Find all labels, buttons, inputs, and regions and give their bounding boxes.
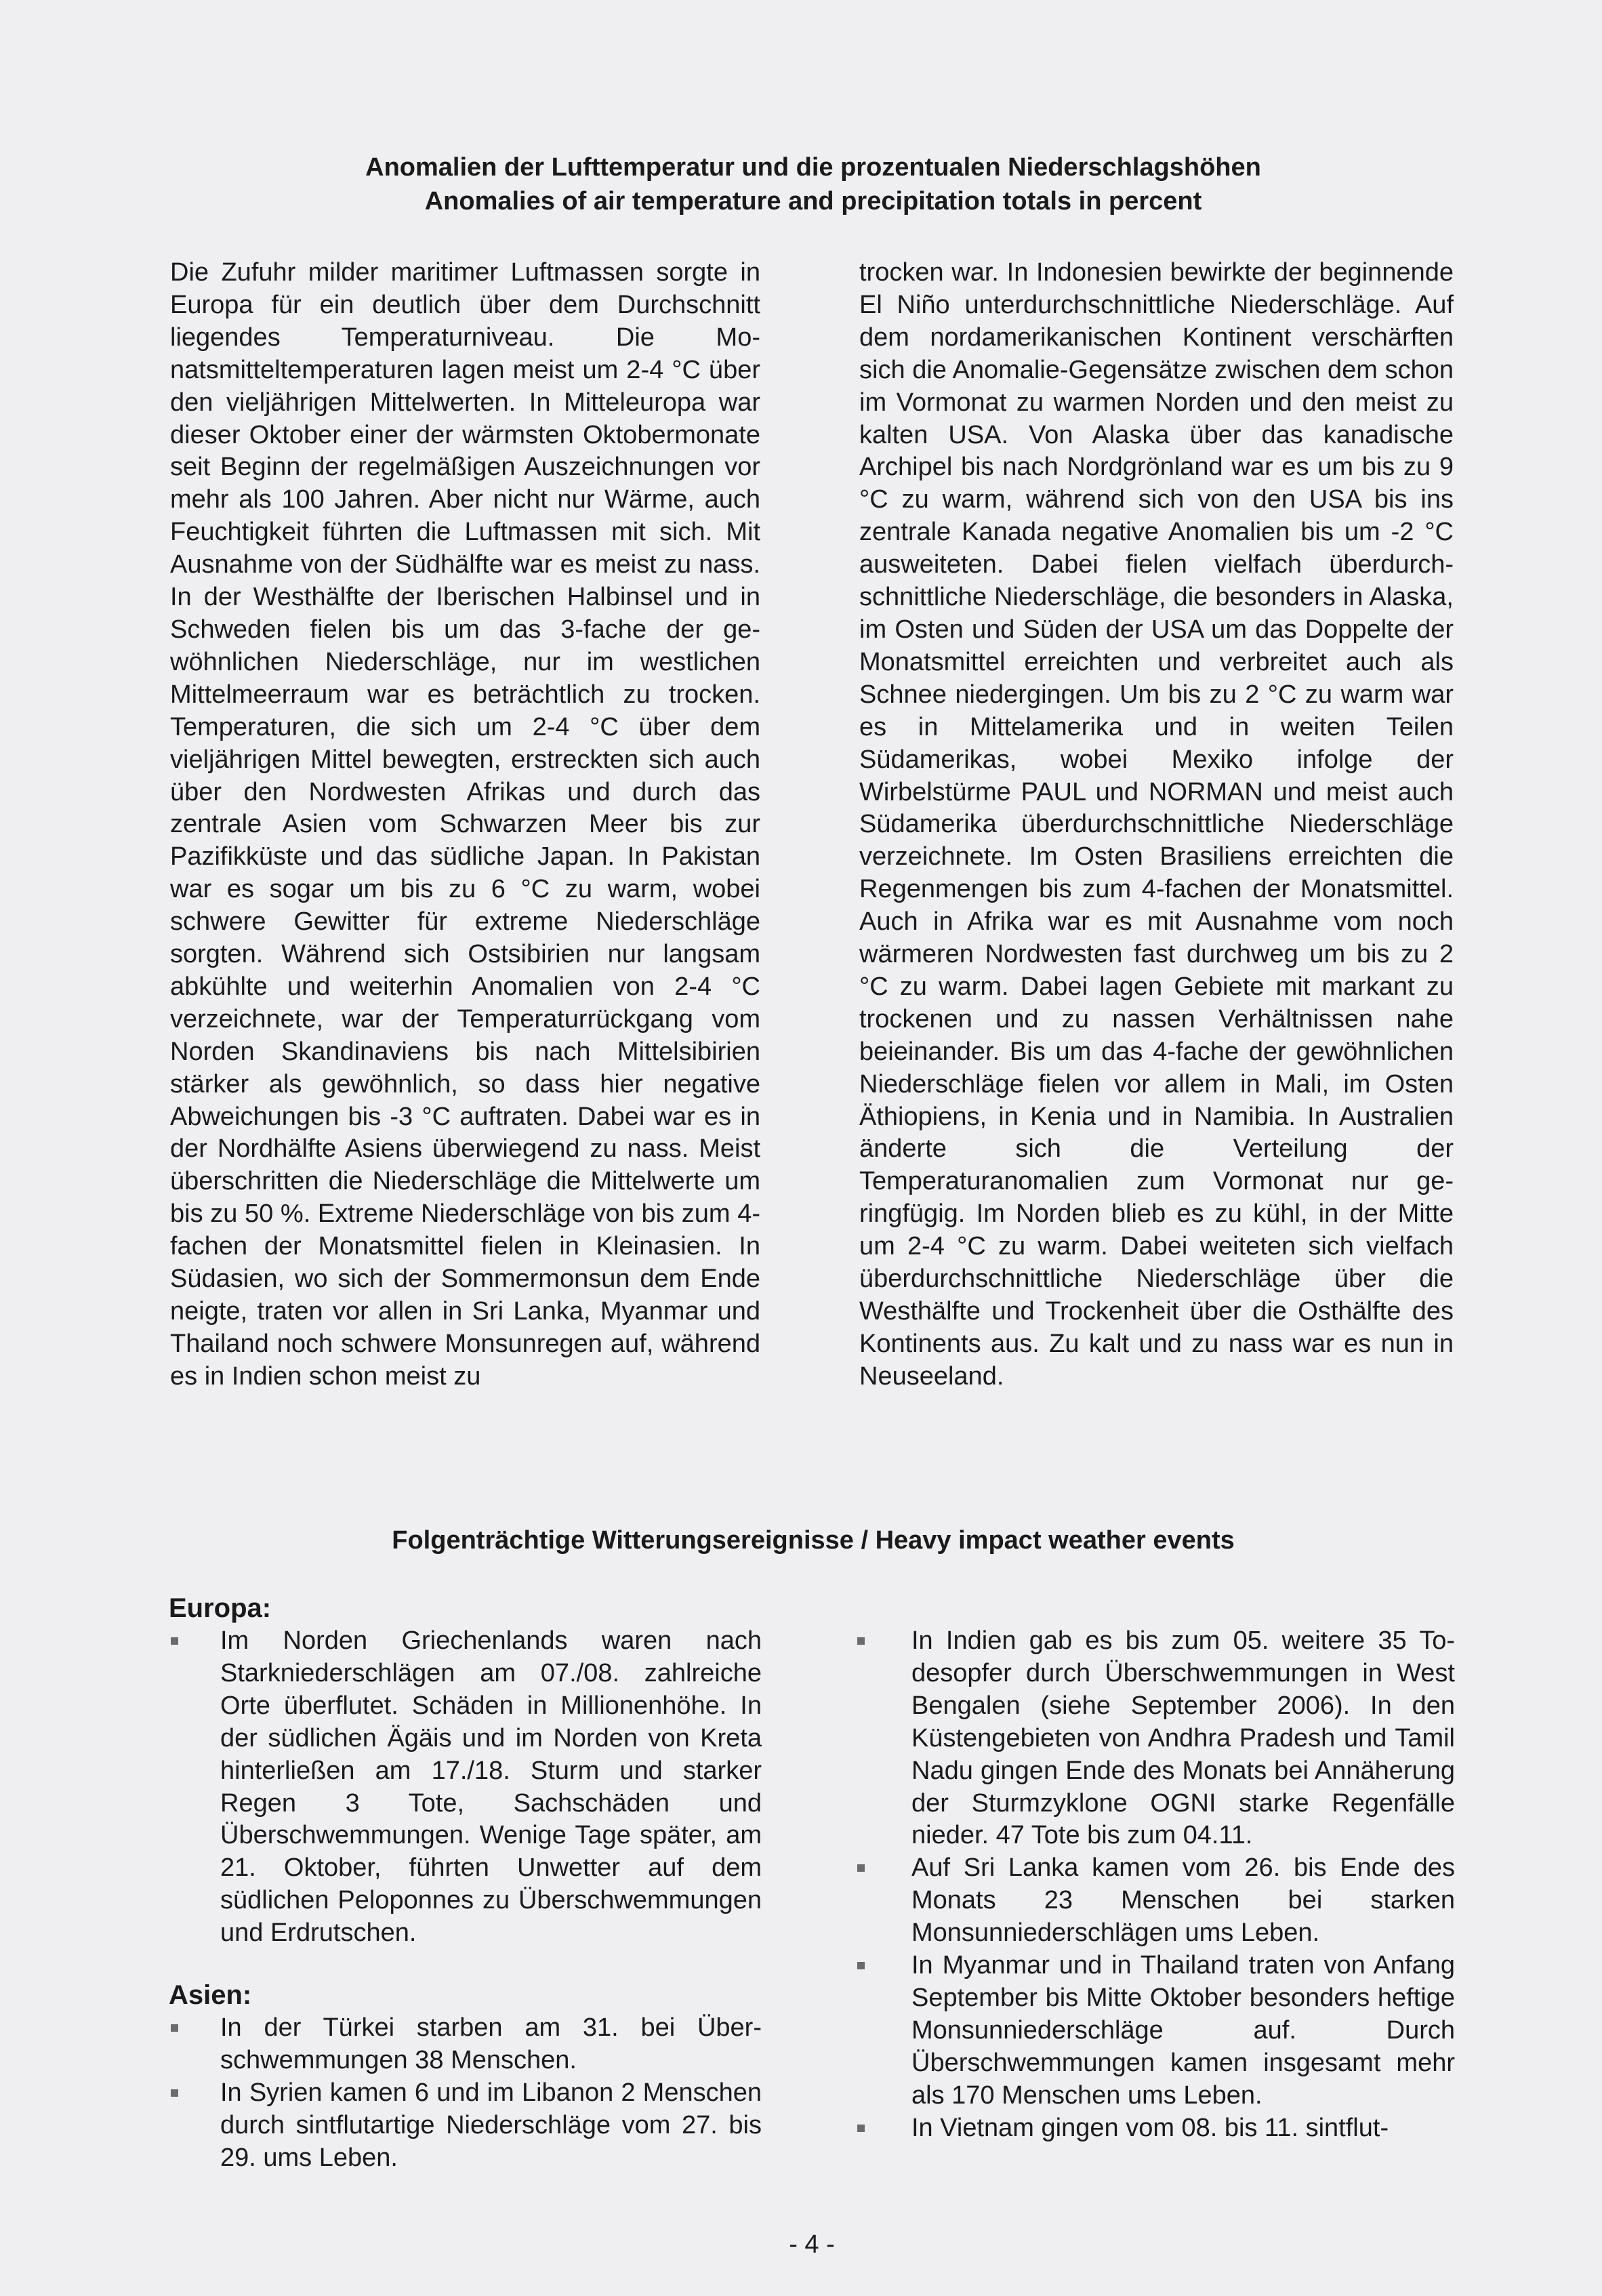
anomalies-text-right-column: trocken war. In Indonesien bewirkte der beginnende El Niño unterdurchschnittliche Niederschläge. Auf dem nordamerikanischen Kontinent verschärften sich die Anomalie-Gegensätze zwischen dem schon im Vormonat zu warmen Norden und den meist zu kalten USA. Von Alaska über das kanadische Archipel bis nach Nordgrönland war es um bis zu 9 °C zu warm, während sich von den USA bis ins zentrale Kanada negative Anomalien bis um -2 °C ausweiteten. Dabei fielen vielfach überdurchschnittliche Niederschläge, die besonders in Alaska, im Osten und Süden der USA um das Doppelte der Monatsmittel erreichten und verbreitet auch als Schnee niedergingen. Um bis zu 2 °C zu warm war es in Mittelamerika und in weiten Teilen Südamerikas, wobei Mexiko infolge der Wirbelstürme PAUL und NORMAN und meist auch Südamerika überdurchschnittliche Niederschläge verzeichnete. Im Osten Brasiliens erreichten die Regenmengen bis zum 4-fachen der Monatsmittel. Auch in Afrika war es mit Ausnahme vom noch wärmeren Nordwesten fast durchweg um bis zu 2 °C zu warm. Dabei lagen Gebiete mit markant zu trockenen und zu nassen Verhältnissen nahe beieinander. Bis um das 4-fache der gewöhnlichen Niederschläge fielen vor allem in Mali, im Osten Äthiopiens, in Kenia und in Namibia. In Australien änderte sich die Verteilung der Temperaturanomalien zum Vormonat nur geringfügig. Im Norden blieb es zu kühl, in der Mitte um 2-4 °C zu warm. Dabei weiteten sich vielfach überdurchschnittliche Niederschläge über die Westhälfte und Trockenheit über die Osthälfte des Kontinents aus. Zu kalt und zu nass war es nun in Neuseeland. xyxy=(859,258,1454,1391)
events-left-column xyxy=(169,1591,762,2175)
events-heading: Folgenträchtige Witterungsereignisse / Heavy impact weather events xyxy=(392,1526,1235,1555)
square-bullet-icon xyxy=(171,2089,178,2097)
event-item xyxy=(169,1625,762,1950)
event-text: In Indien gab es bis zum 05. weitere 35 Todesopfer durch Überschwemmungen in West Bengalen (siehe September 2006). In den Küstengebieten von Andhra Pradesh und Tamil Nadu gingen Ende des Monats bei Annäherung der Sturmzyklone OGNI starke Regenfälle nieder. 47 Tote bis zum 04.11. xyxy=(911,1626,1455,1850)
square-bullet-icon xyxy=(171,2024,178,2032)
event-text: Im Norden Griechenlands waren nach Starkniederschlägen am 07./08. zahlreiche Orte überflutet. Schäden in Millionenhöhe. In der südlichen Ägäis und im Norden von Kreta hinterließen am 17./18. Sturm und starker Regen 3 Tote, Sachschäden und Überschwemmungen. Wenige Tage später, am 21. Oktober, führten Unwetter auf dem südlichen Peloponnes zu Überschwemmungen und Erdrutschen. xyxy=(220,1626,762,1948)
square-bullet-icon xyxy=(857,1962,865,1969)
event-text: Auf Sri Lanka kamen vom 26. bis Ende des Monats 23 Menschen bei starken Monsunniederschlägen ums Leben. xyxy=(911,1853,1455,1948)
region-heading-europe: Europa: xyxy=(169,1593,272,1623)
event-item xyxy=(855,1852,1455,1950)
region-heading-asia: Asien: xyxy=(169,1980,252,2011)
anomalies-heading xyxy=(0,150,1602,218)
event-item xyxy=(855,1950,1455,2112)
event-item xyxy=(169,2077,762,2175)
asia-event-list xyxy=(169,2012,762,2175)
asia-event-list-continued xyxy=(855,1625,1455,2145)
event-text: In Myanmar und in Thailand traten von Anfang September bis Mitte Oktober besonders heftige Monsunniederschläge auf. Durch Überschwemmungen kamen insgesamt mehr als 170 Menschen ums Leben. xyxy=(911,1951,1455,2110)
event-text: In Vietnam gingen vom 08. bis 11. sintflut- xyxy=(911,2113,1389,2142)
square-bullet-icon xyxy=(857,1637,865,1645)
event-item xyxy=(169,2012,762,2077)
page-number: - 4 - xyxy=(789,2230,835,2259)
event-text: In Syrien kamen 6 und im Libanon 2 Menschen durch sintflutartige Niederschläge vom 27. bis 29. ums Leben. xyxy=(220,2078,762,2172)
square-bullet-icon xyxy=(857,2125,865,2132)
event-item xyxy=(855,2112,1455,2145)
europe-event-list xyxy=(169,1625,762,1950)
square-bullet-icon xyxy=(857,1864,865,1872)
event-item xyxy=(855,1625,1455,1852)
anomalies-text-left-column: Die Zufuhr milder maritimer Luftmassen sorgte in Europa für ein deutlich über dem Durchschnitt liegendes Temperaturniveau. Die Monatsmitteltemperaturen lagen meist um 2-4 °C über den vieljährigen Mittelwerten. In Mitteleuropa war dieser Oktober einer der wärmsten Oktobermonate seit Beginn der regelmäßigen Auszeichnungen vor mehr als 100 Jahren. Aber nicht nur Wärme, auch Feuchtigkeit führten die Luftmassen mit sich. Mit Ausnahme von der Südhälfte war es meist zu nass. In der Westhälfte der Iberischen Halbinsel und in Schweden fielen bis um das 3-fache der gewöhnlichen Niederschläge, nur im westlichen Mittelmeerraum war es beträchtlich zu trocken. Temperaturen, die sich um 2-4 °C über dem vieljährigen Mittel bewegten, erstreckten sich auch über den Nordwesten Afrikas und durch das zentrale Asien vom Schwarzen Meer bis zur Pazifikküste und das südliche Japan. In Pakistan war es sogar um bis zu 6 °C zu warm, wobei schwere Gewitter für extreme Niederschläge sorgten. Während sich Ostsibirien nur langsam abkühlte und weiterhin Anomalien von 2-4 °C verzeichnete, war der Temperaturrückgang vom Norden Skandinaviens bis nach Mittelsibirien stärker als gewöhnlich, so dass hier negative Abweichungen bis -3 °C auftraten. Dabei war es in der Nordhälfte Asiens überwiegend zu nass. Meist überschritten die Niederschläge die Mittelwerte um bis zu 50 %. Extreme Niederschläge von bis zum 4-fachen der Monatsmittel fielen in Kleinasien. In Südasien, wo sich der Sommermonsun dem Ende neigte, traten vor allen in Sri Lanka, Myanmar und Thailand noch schwere Monsunregen auf, während es in Indien schon meist zu xyxy=(170,258,760,1391)
event-text: In der Türkei starben am 31. bei Überschwemmungen 38 Menschen. xyxy=(220,2013,762,2074)
events-right-column xyxy=(855,1625,1455,2145)
square-bullet-icon xyxy=(171,1637,178,1645)
anomalies-heading-en: Anomalies of air temperature and precipitation totals in percent xyxy=(424,187,1202,216)
anomalies-heading-de: Anomalien der Lufttemperatur und die prozentualen Niederschlagshöhen xyxy=(365,153,1261,182)
